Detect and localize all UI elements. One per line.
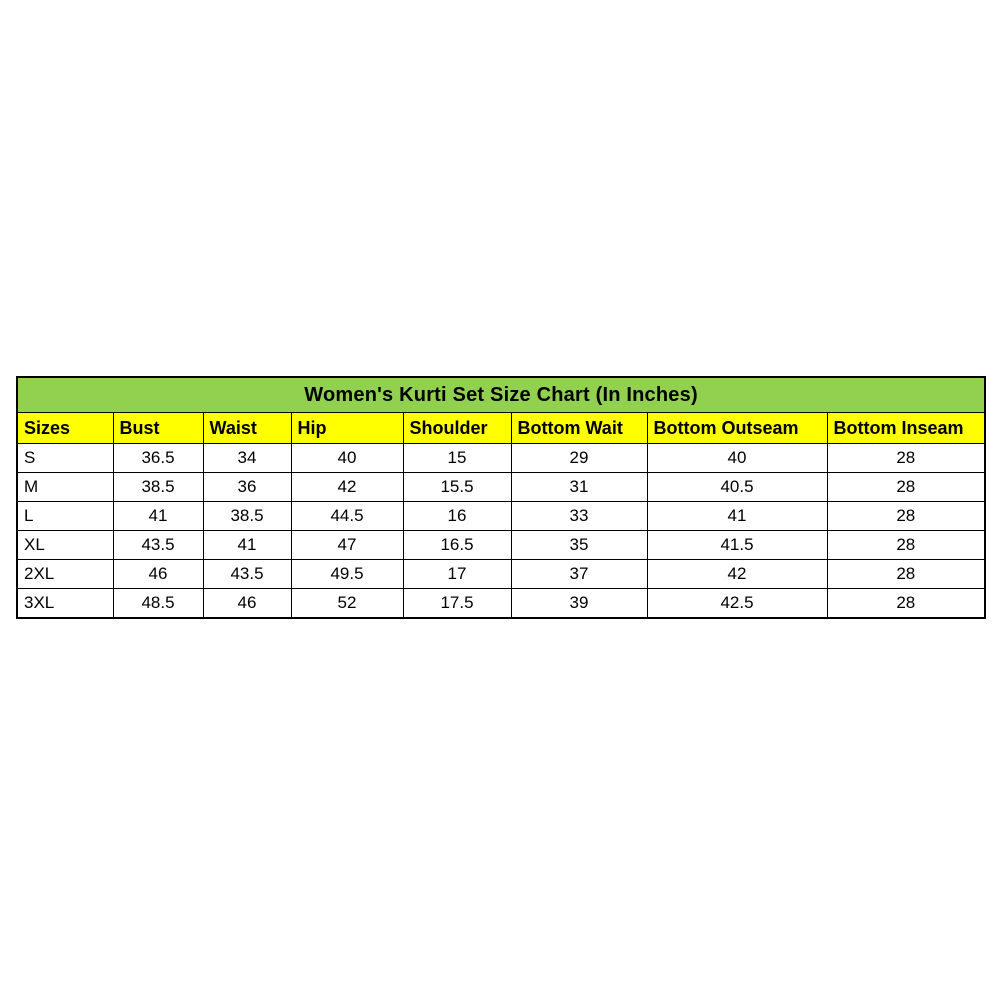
measurement-cell: 17 — [403, 560, 511, 589]
measurement-cell: 42 — [291, 473, 403, 502]
measurement-cell: 28 — [827, 502, 985, 531]
measurement-cell: 39 — [511, 589, 647, 619]
size-label-cell: XL — [17, 531, 113, 560]
measurement-cell: 40 — [291, 444, 403, 473]
size-chart-container — [16, 376, 984, 619]
measurement-cell: 28 — [827, 589, 985, 619]
measurement-cell: 33 — [511, 502, 647, 531]
measurement-cell: 36.5 — [113, 444, 203, 473]
table-row — [17, 589, 985, 619]
table-row — [17, 531, 985, 560]
column-header-waist: Waist — [203, 413, 291, 444]
table-row — [17, 444, 985, 473]
measurement-cell: 42 — [647, 560, 827, 589]
column-header-shoulder: Shoulder — [403, 413, 511, 444]
column-header-bust: Bust — [113, 413, 203, 444]
size-label-cell: 3XL — [17, 589, 113, 619]
measurement-cell: 29 — [511, 444, 647, 473]
size-label-cell: S — [17, 444, 113, 473]
measurement-cell: 43.5 — [203, 560, 291, 589]
measurement-cell: 46 — [113, 560, 203, 589]
measurement-cell: 48.5 — [113, 589, 203, 619]
measurement-cell: 17.5 — [403, 589, 511, 619]
size-label-cell: L — [17, 502, 113, 531]
measurement-cell: 35 — [511, 531, 647, 560]
column-header-hip: Hip — [291, 413, 403, 444]
measurement-cell: 28 — [827, 560, 985, 589]
table-row — [17, 502, 985, 531]
measurement-cell: 31 — [511, 473, 647, 502]
measurement-cell: 41.5 — [647, 531, 827, 560]
measurement-cell: 15.5 — [403, 473, 511, 502]
measurement-cell: 16.5 — [403, 531, 511, 560]
measurement-cell: 38.5 — [113, 473, 203, 502]
measurement-cell: 43.5 — [113, 531, 203, 560]
size-chart-table — [16, 376, 986, 619]
size-label-cell: M — [17, 473, 113, 502]
column-header-bottom-inseam: Bottom Inseam — [827, 413, 985, 444]
measurement-cell: 41 — [203, 531, 291, 560]
measurement-cell: 38.5 — [203, 502, 291, 531]
measurement-cell: 28 — [827, 473, 985, 502]
measurement-cell: 42.5 — [647, 589, 827, 619]
measurement-cell: 36 — [203, 473, 291, 502]
size-label-cell: 2XL — [17, 560, 113, 589]
chart-title: Women's Kurti Set Size Chart (In Inches) — [17, 377, 985, 413]
measurement-cell: 28 — [827, 531, 985, 560]
measurement-cell: 16 — [403, 502, 511, 531]
table-row — [17, 560, 985, 589]
measurement-cell: 44.5 — [291, 502, 403, 531]
column-header-bottom-wait: Bottom Wait — [511, 413, 647, 444]
measurement-cell: 41 — [647, 502, 827, 531]
measurement-cell: 47 — [291, 531, 403, 560]
measurement-cell: 34 — [203, 444, 291, 473]
chart-header-row — [17, 413, 985, 444]
measurement-cell: 15 — [403, 444, 511, 473]
measurement-cell: 52 — [291, 589, 403, 619]
measurement-cell: 49.5 — [291, 560, 403, 589]
measurement-cell: 41 — [113, 502, 203, 531]
measurement-cell: 46 — [203, 589, 291, 619]
measurement-cell: 28 — [827, 444, 985, 473]
column-header-bottom-outseam: Bottom Outseam — [647, 413, 827, 444]
chart-title-row — [17, 377, 985, 413]
measurement-cell: 40.5 — [647, 473, 827, 502]
measurement-cell: 37 — [511, 560, 647, 589]
measurement-cell: 40 — [647, 444, 827, 473]
column-header-sizes: Sizes — [17, 413, 113, 444]
table-row — [17, 473, 985, 502]
